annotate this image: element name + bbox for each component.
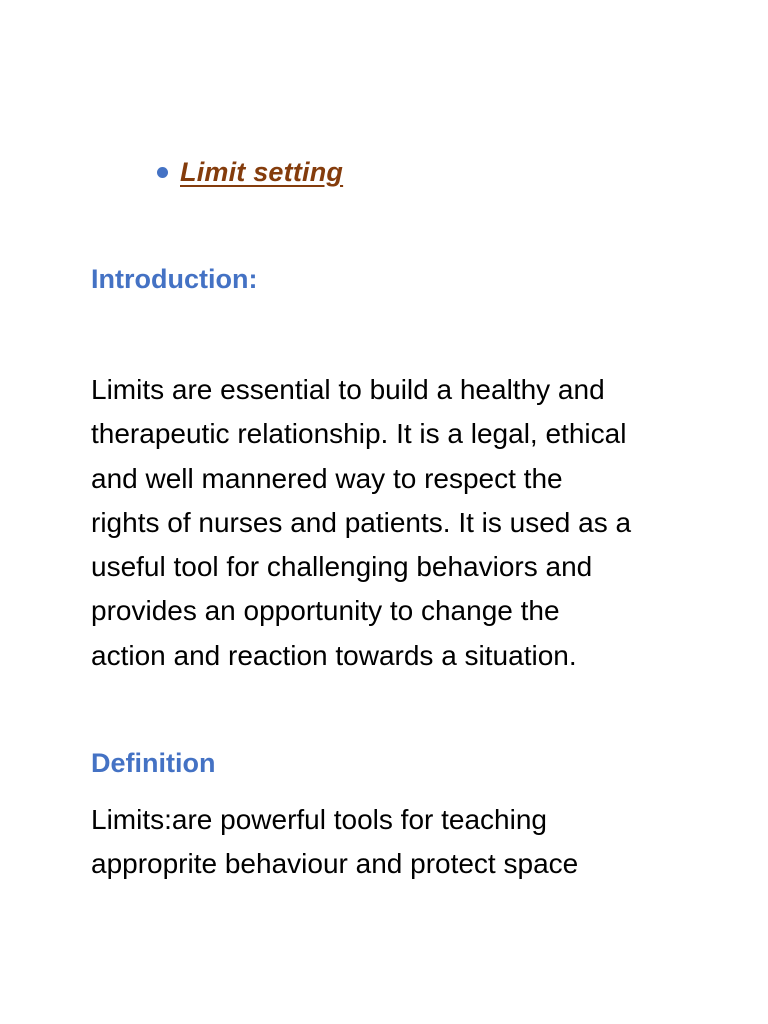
definition-paragraph: Limits:are powerful tools for teaching approprite behaviour and protect space <box>91 804 579 880</box>
introduction-heading: Introduction: <box>91 264 258 294</box>
introduction-paragraph: Limits are essential to build a healthy and therapeutic relationship. It is a legal, ethical and well mannered way to respect the rights of nurses and patients. It is used as a useful tool for challenging behaviors and provides an opportunity to change the action and reaction towards a situation. <box>91 374 632 671</box>
bullet-dot-icon <box>157 167 168 178</box>
bullet-item <box>157 152 343 192</box>
document-title: Limit setting <box>180 156 344 187</box>
definition-heading: Definition <box>91 748 216 778</box>
